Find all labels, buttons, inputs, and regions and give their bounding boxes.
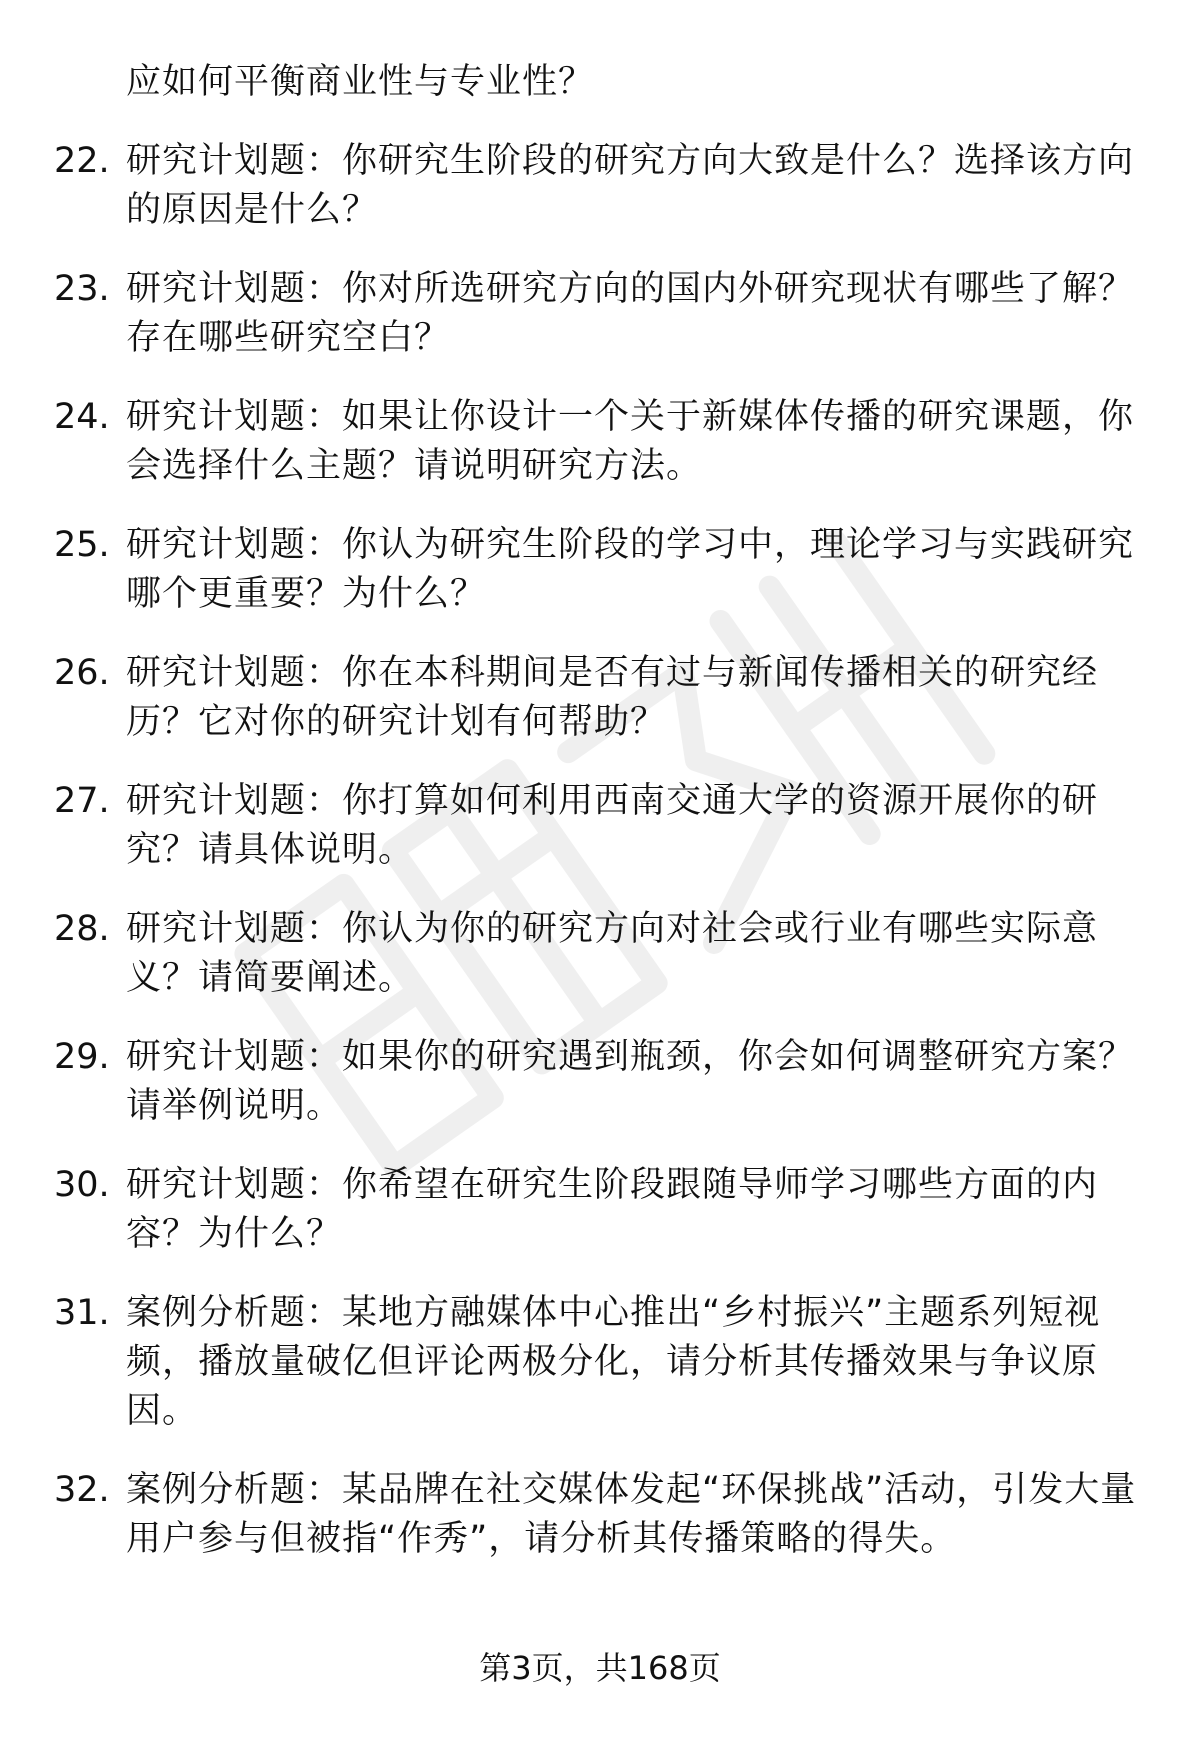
- continuation-text: 应如何平衡商业性与专业性？: [126, 62, 595, 102]
- list-item: [54, 265, 1154, 363]
- page-footer: 第3页，共168页: [479, 1649, 721, 1687]
- list-item: [54, 521, 1154, 619]
- list-item: [54, 777, 1154, 875]
- list-item: [54, 649, 1154, 747]
- list-item: [54, 393, 1154, 491]
- item-number: 30.: [54, 1165, 110, 1205]
- item-number: 22.: [54, 141, 110, 181]
- item-text: 研究计划题：你认为研究生阶段的学习中，理论学习与实践研究哪个更重要？为什么？: [126, 525, 1135, 614]
- question-list: [54, 58, 1154, 1594]
- list-item: [54, 137, 1154, 235]
- item-text: 研究计划题：你认为你的研究方向对社会或行业有哪些实际意义？请简要阐述。: [126, 909, 1099, 998]
- list-item: [54, 1161, 1154, 1259]
- item-text: 研究计划题：如果让你设计一个关于新媒体传播的研究课题，你会选择什么主题？请说明研究方法。: [126, 397, 1135, 486]
- list-item: [54, 1466, 1154, 1564]
- item-number: 24.: [54, 397, 110, 437]
- item-text: 研究计划题：你在本科期间是否有过与新闻传播相关的研究经历？它对你的研究计划有何帮助？: [126, 653, 1099, 742]
- list-item: [54, 1033, 1154, 1131]
- list-item: [54, 1289, 1154, 1436]
- item-text: 案例分析题：某地方融媒体中心推出“乡村振兴”主题系列短视频，播放量破亿但评论两极分化，请分析其传播效果与争议原因。: [126, 1293, 1101, 1431]
- item-number: 25.: [54, 525, 110, 565]
- item-text: 研究计划题：你希望在研究生阶段跟随导师学习哪些方面的内容？为什么？: [126, 1165, 1099, 1254]
- item-text: 研究计划题：你打算如何利用西南交通大学的资源开展你的研究？请具体说明。: [126, 781, 1099, 870]
- item-number: 27.: [54, 781, 110, 821]
- item-text: 研究计划题：如果你的研究遇到瓶颈，你会如何调整研究方案？请举例说明。: [126, 1037, 1135, 1126]
- item-number: 31.: [54, 1293, 110, 1333]
- item-text: 研究计划题：你研究生阶段的研究方向大致是什么？选择该方向的原因是什么？: [126, 141, 1135, 230]
- item-number: 26.: [54, 653, 110, 693]
- list-item: [54, 905, 1154, 1003]
- item-number: 29.: [54, 1037, 110, 1077]
- item-number: 32.: [54, 1470, 110, 1510]
- item-text: 案例分析题：某品牌在社交媒体发起“环保挑战”活动，引发大量用户参与但被指“作秀”，请分析其传播策略的得失。: [126, 1470, 1137, 1559]
- item-number: 23.: [54, 269, 110, 309]
- item-number: 28.: [54, 909, 110, 949]
- item-text: 研究计划题：你对所选研究方向的国内外研究现状有哪些了解？存在哪些研究空白？: [126, 269, 1135, 358]
